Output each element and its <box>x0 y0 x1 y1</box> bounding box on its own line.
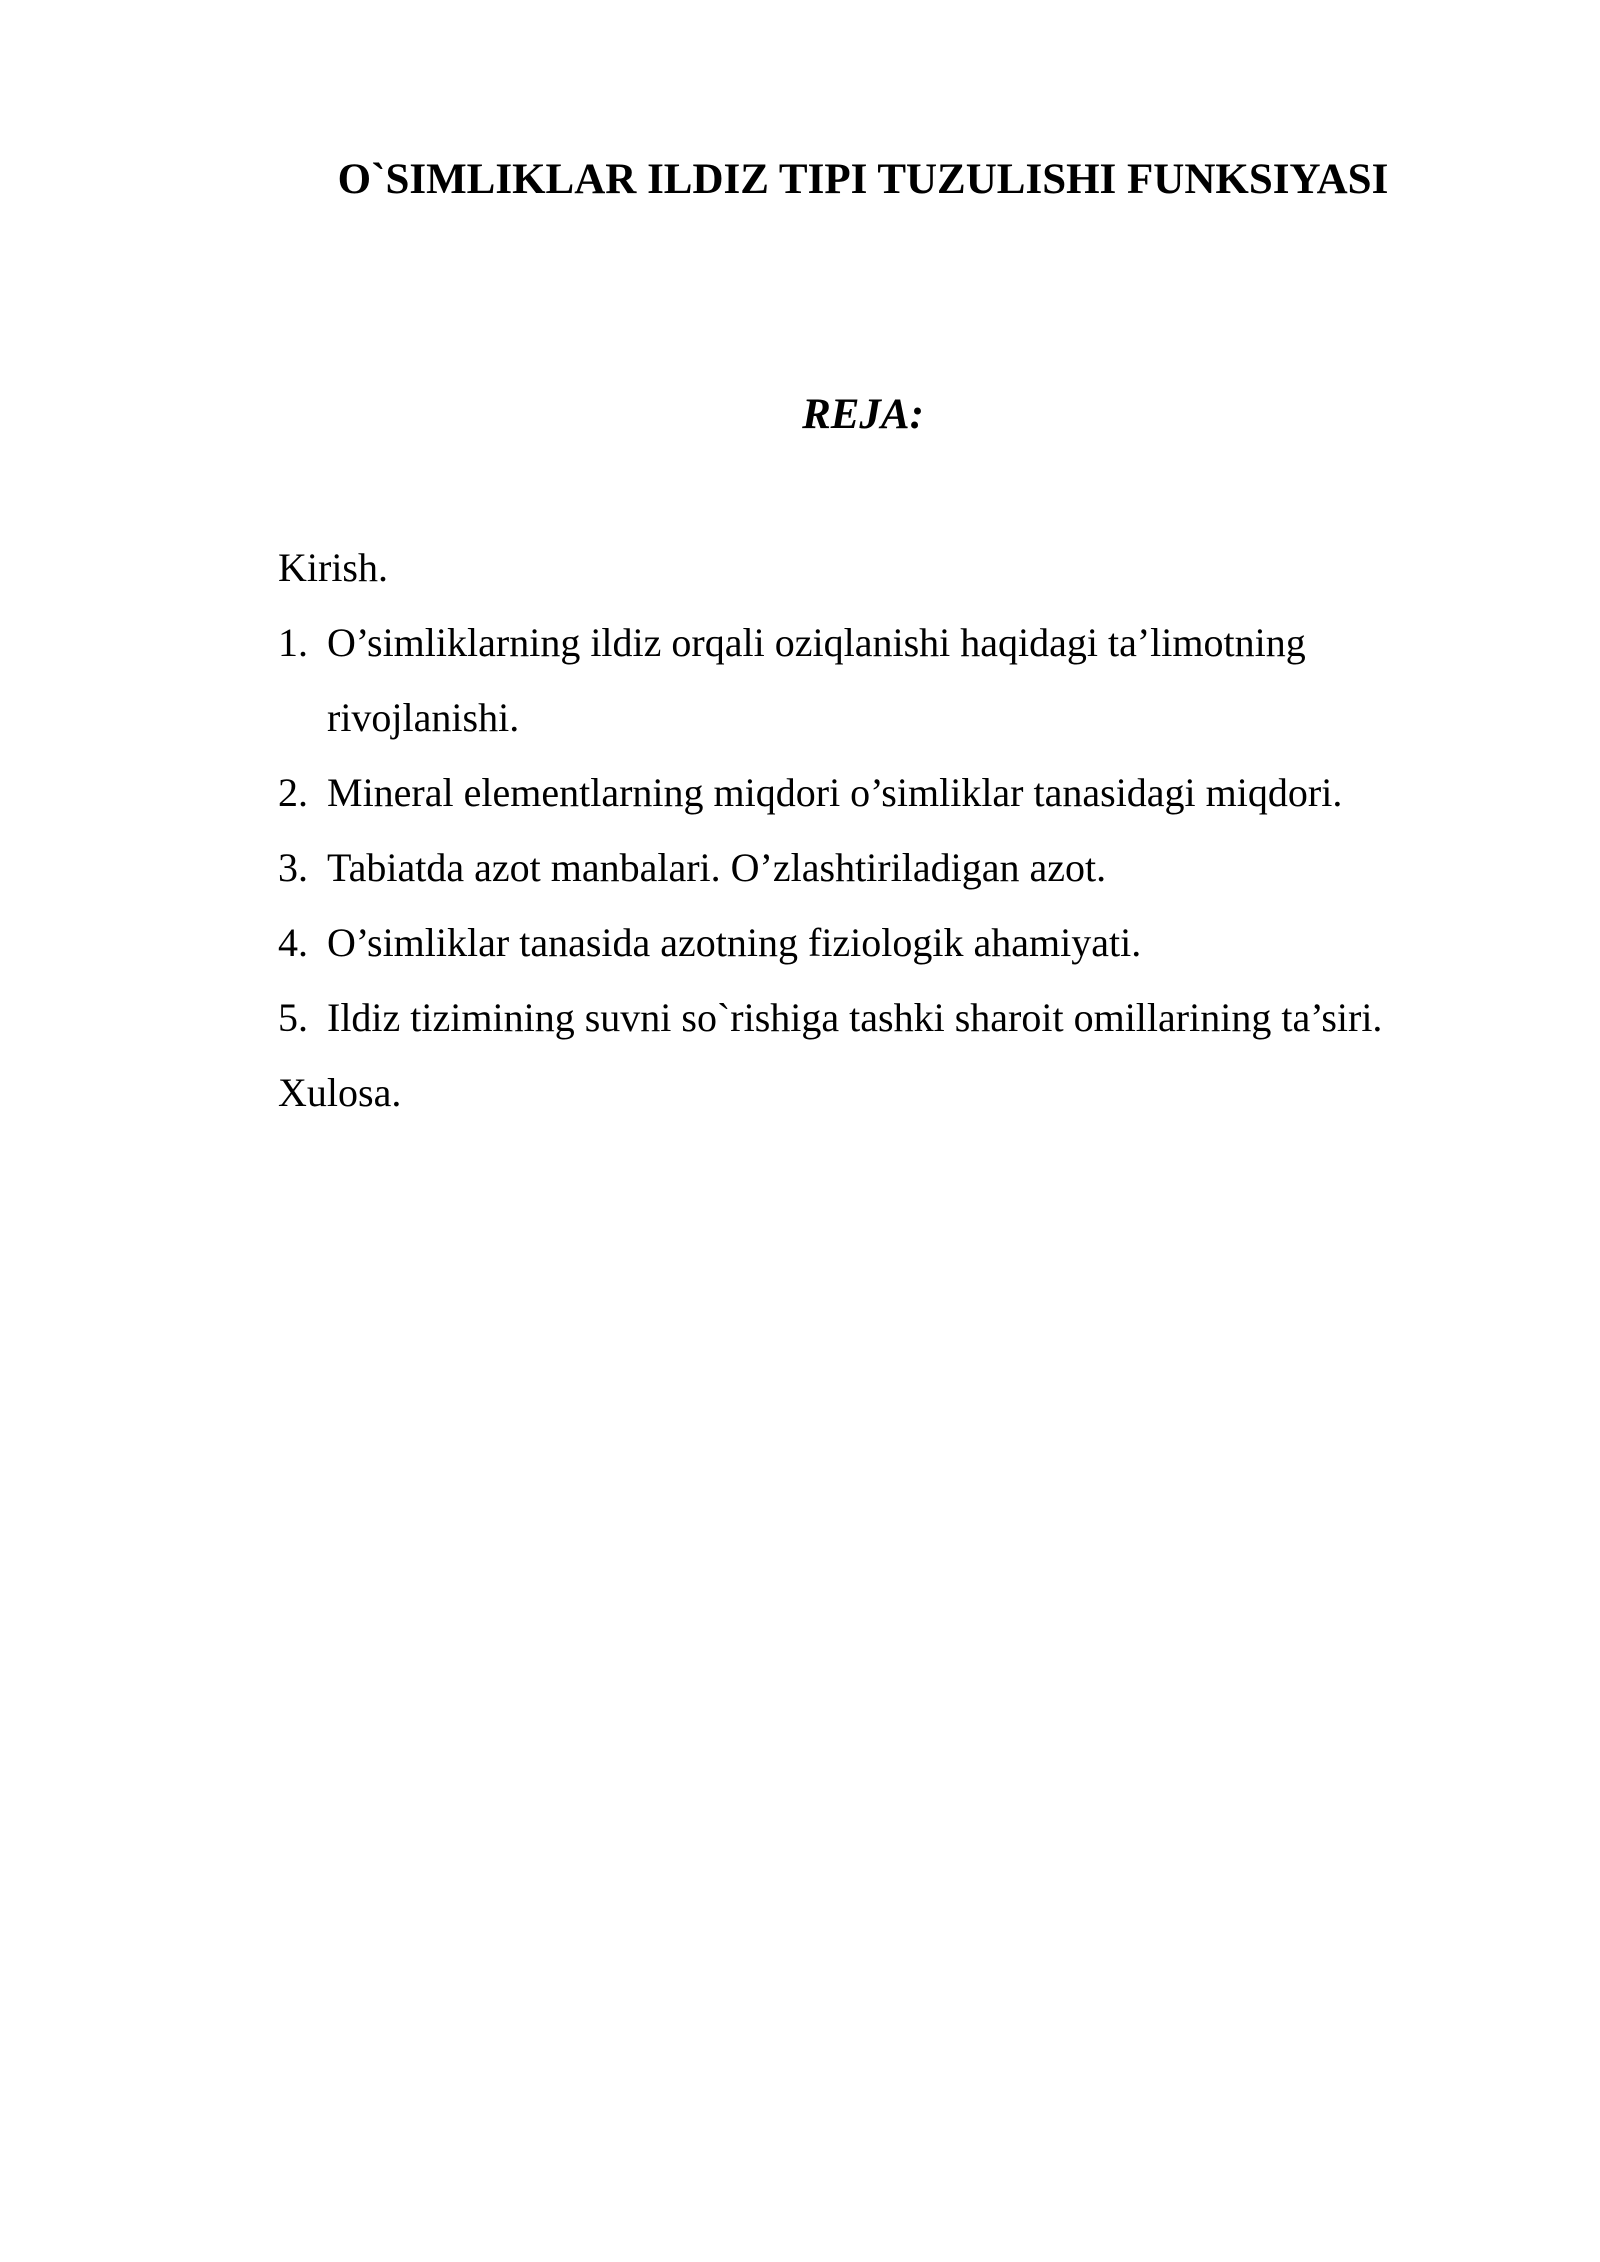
plan-item-3 <box>278 830 1478 905</box>
plan-item-line: O’simliklarning ildiz orqali oziqlanishi haqidagi ta’limotning <box>327 620 1306 665</box>
plan-item-number: 5. <box>278 995 308 1040</box>
plan-heading: REJA: <box>802 391 924 438</box>
plan-item-line: Tabiatda azot manbalari. O’zlashtiriladigan azot. <box>327 845 1107 890</box>
plan-item-text <box>327 830 1478 905</box>
plan-item-line: O’simliklar tanasida azotning fiziologik ahamiyati. <box>327 920 1142 965</box>
plan-item-number: 2. <box>278 770 308 815</box>
intro-item: Kirish. <box>278 545 388 590</box>
plan-list <box>278 530 1478 1130</box>
plan-item-line: Mineral elementlarning miqdori o’simliklar tanasidagi miqdori. <box>327 770 1343 815</box>
plan-item-text <box>327 755 1478 830</box>
plan-item-number: 4. <box>278 920 308 965</box>
conclusion-item: Xulosa. <box>278 1070 402 1115</box>
plan-item-line: rivojlanishi. <box>327 695 520 740</box>
plan-item-number: 1. <box>278 620 308 665</box>
plan-item-1 <box>278 605 1478 755</box>
document-title: O`SIMLIKLAR ILDIZ TIPI TUZULISHI FUNKSIYASI <box>337 156 1389 203</box>
plan-item-line: Ildiz tizimining suvni so`rishiga tashki sharoit omillarining ta’siri. <box>327 995 1383 1040</box>
plan-item-2 <box>278 755 1478 830</box>
plan-item-text <box>327 980 1478 1055</box>
plan-item-number: 3. <box>278 845 308 890</box>
plan-item-text <box>327 605 1478 755</box>
plan-item-5 <box>278 980 1478 1055</box>
plan-item-4 <box>278 905 1478 980</box>
plan-item-text <box>327 905 1478 980</box>
